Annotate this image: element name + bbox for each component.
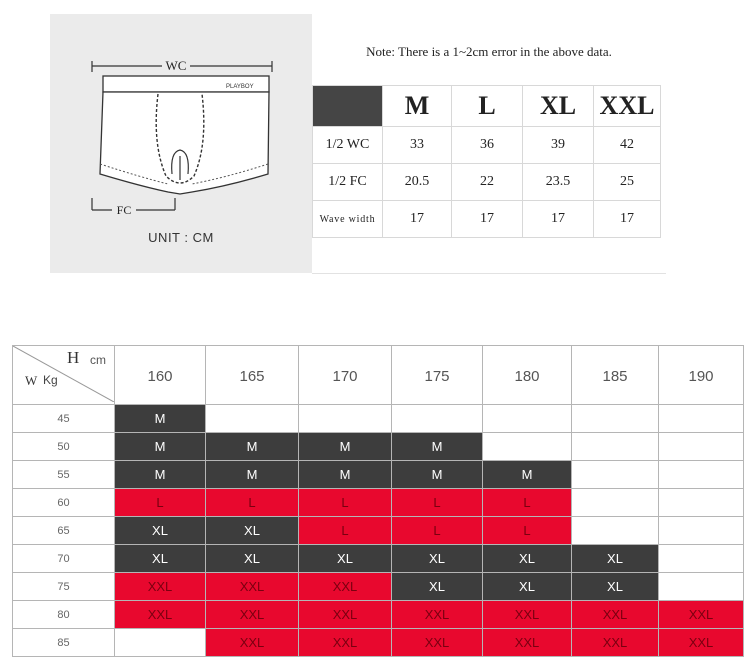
size-cell: XL	[299, 545, 392, 573]
size-cell: XXL	[299, 629, 392, 657]
size-header-cell: M	[383, 86, 452, 127]
empty-cell	[659, 489, 744, 517]
weight-row	[13, 517, 744, 545]
size-cell: M	[115, 405, 206, 433]
size-cell: L	[483, 517, 572, 545]
weight-cell: 75	[13, 573, 115, 601]
size-cell: L	[115, 489, 206, 517]
height-weight-size-chart	[12, 345, 744, 657]
weight-cell: 80	[13, 601, 115, 629]
empty-cell	[572, 517, 659, 545]
weight-cell: 85	[13, 629, 115, 657]
empty-cell	[206, 405, 299, 433]
empty-cell	[483, 405, 572, 433]
measurement-panel	[50, 14, 666, 273]
height-header-cell: 165	[206, 346, 299, 405]
measurement-cell: 36	[452, 127, 523, 164]
height-letter: H	[67, 348, 80, 367]
empty-cell	[483, 433, 572, 461]
height-header-cell: 180	[483, 346, 572, 405]
empty-cell	[659, 461, 744, 489]
size-cell: L	[206, 489, 299, 517]
weight-cell: 55	[13, 461, 115, 489]
size-cell: XXL	[483, 629, 572, 657]
weight-row	[13, 489, 744, 517]
size-cell: L	[392, 517, 483, 545]
briefs-diagram-panel	[50, 14, 313, 273]
measurement-cell: 17	[383, 201, 452, 238]
size-cell: M	[299, 461, 392, 489]
empty-cell	[572, 461, 659, 489]
size-cell: XL	[392, 573, 483, 601]
measurement-cell: 17	[523, 201, 594, 238]
size-cell: XL	[483, 573, 572, 601]
empty-cell	[659, 405, 744, 433]
weight-unit: Kg	[43, 373, 58, 387]
measurement-cell: 42	[594, 127, 661, 164]
weight-cell: 50	[13, 433, 115, 461]
row-label: Wave width	[313, 201, 383, 238]
size-cell: M	[483, 461, 572, 489]
measurement-table	[312, 85, 661, 238]
row-label: 1/2 FC	[313, 164, 383, 201]
size-cell: XXL	[206, 573, 299, 601]
size-cell: XXL	[299, 573, 392, 601]
size-header-cell: XXL	[594, 86, 661, 127]
header-corner	[313, 86, 383, 127]
size-cell: XL	[115, 545, 206, 573]
size-cell: L	[299, 517, 392, 545]
size-cell: M	[392, 461, 483, 489]
size-cell: M	[115, 461, 206, 489]
size-cell: XXL	[483, 601, 572, 629]
measurement-cell: 22	[452, 164, 523, 201]
height-unit: cm	[90, 353, 106, 367]
size-cell: L	[483, 489, 572, 517]
weight-cell: 45	[13, 405, 115, 433]
height-header-cell: 160	[115, 346, 206, 405]
measurement-table-panel	[312, 14, 666, 274]
size-cell: XL	[115, 517, 206, 545]
measurement-cell: 25	[594, 164, 661, 201]
size-cell: XXL	[659, 601, 744, 629]
weight-row	[13, 601, 744, 629]
measurement-cell: 23.5	[523, 164, 594, 201]
row-label: 1/2 WC	[313, 127, 383, 164]
size-cell: XXL	[115, 573, 206, 601]
measurement-cell: 39	[523, 127, 594, 164]
size-header-row	[313, 86, 661, 127]
size-cell: XL	[572, 545, 659, 573]
empty-cell	[392, 405, 483, 433]
weight-row	[13, 545, 744, 573]
size-cell: L	[299, 489, 392, 517]
measurement-cell: 20.5	[383, 164, 452, 201]
weight-row	[13, 461, 744, 489]
weight-row	[13, 405, 744, 433]
size-cell: XXL	[392, 629, 483, 657]
height-header-row	[13, 346, 744, 405]
empty-cell	[299, 405, 392, 433]
size-cell: XL	[483, 545, 572, 573]
size-cell: XXL	[572, 601, 659, 629]
chart-corner-cell	[13, 346, 115, 405]
height-header-cell: 170	[299, 346, 392, 405]
size-cell: M	[206, 461, 299, 489]
size-cell: M	[115, 433, 206, 461]
fc-dimension-label: FC	[116, 203, 132, 217]
height-header-cell: 190	[659, 346, 744, 405]
empty-cell	[115, 629, 206, 657]
unit-label: UNIT : CM	[148, 230, 214, 245]
briefs-outline	[100, 92, 269, 194]
weight-row	[13, 433, 744, 461]
measurement-row	[313, 164, 661, 201]
size-cell: L	[392, 489, 483, 517]
wc-dimension-label: WC	[165, 58, 187, 73]
weight-row	[13, 629, 744, 657]
size-cell: XXL	[206, 601, 299, 629]
size-cell: XL	[572, 573, 659, 601]
weight-cell: 70	[13, 545, 115, 573]
brand-logo: PLAYBOY	[226, 84, 254, 90]
size-cell: XL	[392, 545, 483, 573]
measurement-cell: 17	[594, 201, 661, 238]
size-cell: M	[392, 433, 483, 461]
weight-cell: 60	[13, 489, 115, 517]
weight-row	[13, 573, 744, 601]
empty-cell	[659, 545, 744, 573]
weight-cell: 65	[13, 517, 115, 545]
measurement-row	[313, 201, 661, 238]
size-cell: XXL	[299, 601, 392, 629]
empty-cell	[659, 433, 744, 461]
measurement-cell: 17	[452, 201, 523, 238]
empty-cell	[572, 489, 659, 517]
size-cell: M	[299, 433, 392, 461]
weight-letter: W	[25, 373, 38, 388]
size-header-cell: L	[452, 86, 523, 127]
size-cell: XL	[206, 545, 299, 573]
height-header-cell: 175	[392, 346, 483, 405]
empty-cell	[572, 405, 659, 433]
height-header-cell: 185	[572, 346, 659, 405]
size-cell: XXL	[206, 629, 299, 657]
size-header-cell: XL	[523, 86, 594, 127]
size-cell: XXL	[392, 601, 483, 629]
size-cell: XXL	[115, 601, 206, 629]
empty-cell	[659, 573, 744, 601]
size-cell: XXL	[572, 629, 659, 657]
measurement-cell: 33	[383, 127, 452, 164]
size-cell: M	[206, 433, 299, 461]
empty-cell	[659, 517, 744, 545]
size-cell: XXL	[659, 629, 744, 657]
size-cell: XL	[206, 517, 299, 545]
measurement-row	[313, 127, 661, 164]
error-note: Note: There is a 1~2cm error in the above data.	[366, 44, 612, 59]
empty-cell	[572, 433, 659, 461]
